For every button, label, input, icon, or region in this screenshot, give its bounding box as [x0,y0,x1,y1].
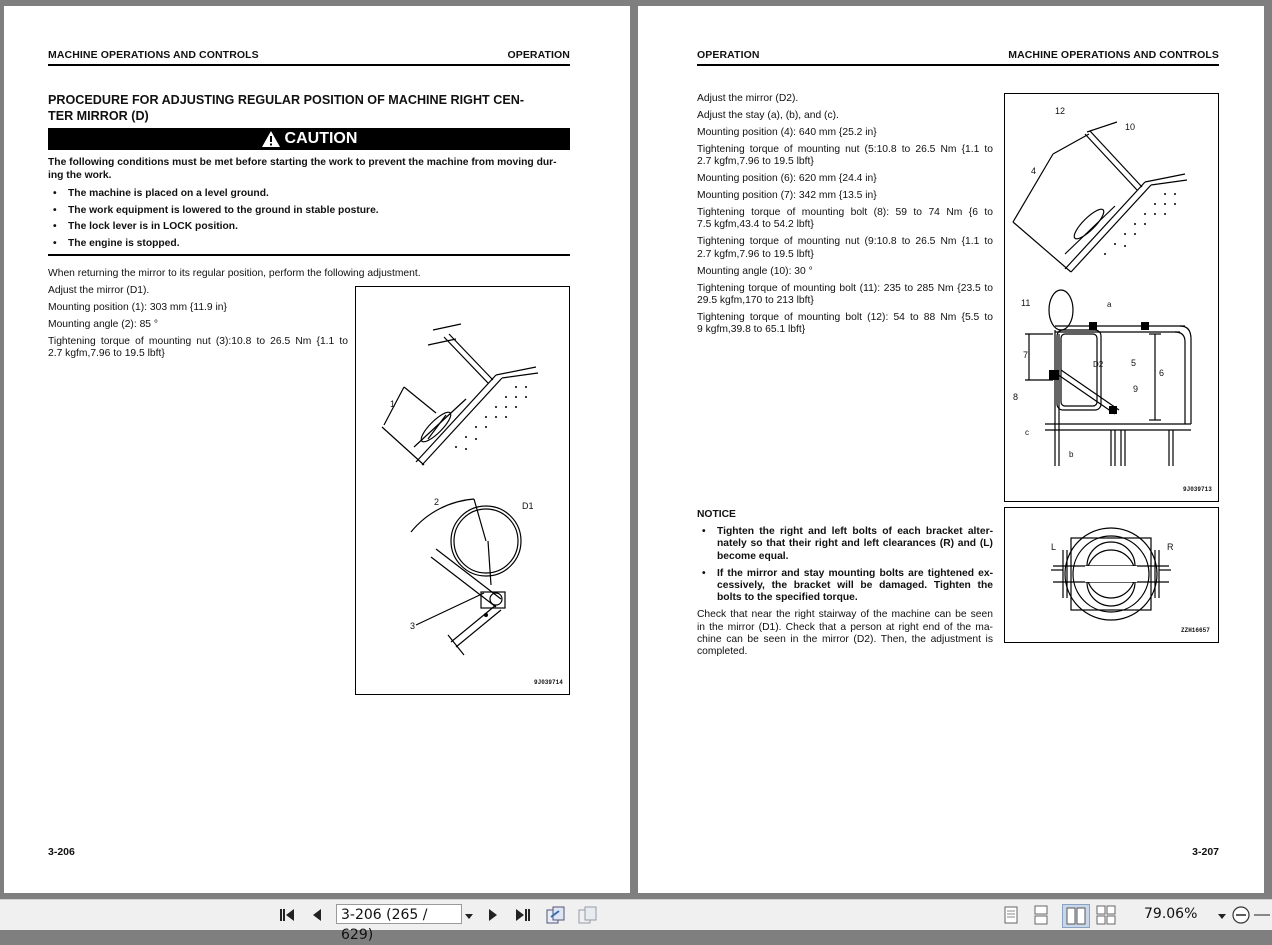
figure-label: c [1025,428,1029,437]
bracket-clearance-figure [1004,507,1219,643]
caution-intro: The following conditions must be met before starting the work to prevent the machine from moving dur- [48,157,557,168]
right-page [638,6,1264,893]
clearance-label-left: L [1051,542,1057,552]
text-line: Tightening torque of mounting nut (5:10.8 to 26.5 Nm {1.1 to [697,144,993,155]
figure-code: 9J039714 [534,679,563,686]
text-line: Mounting position (7): 342 mm {13.5 in} [697,190,877,202]
list-item: • The work equipment is lowered to the ground in stable posture. [48,203,578,220]
list-item: • The lock lever is in LOCK position. [48,219,578,236]
header-right: MACHINE OPERATIONS AND CONTROLS [1008,49,1219,61]
caution-banner [48,128,570,150]
list-item [697,526,993,563]
closing-paragraph [697,609,993,658]
figure-label: 5 [1131,358,1137,368]
text-line: Mounting position (6): 620 mm {24.4 in} [697,173,877,185]
left-page [4,6,630,893]
text-line: in the mirror (D1). Check that a person at right end of the ma- [697,621,993,633]
mirror-d2-drawing [1005,94,1218,501]
header-left: MACHINE OPERATIONS AND CONTROLS [48,49,259,61]
page-number: 3-207 [1192,846,1219,858]
figure-code: 9J039713 [1183,486,1212,493]
mirror-d2-figure [1004,93,1219,502]
section-title [48,93,578,124]
page-number-input[interactable]: 3-206 (265 / 629) [336,904,462,924]
text-line: 7.5 kgfm,43.4 to 54.2 lbft} [697,219,814,231]
list-item [697,568,993,605]
zoom-slider-track[interactable] [1254,904,1270,926]
text-line: 29.5 kgfm,170 to 213 lbft} [697,294,814,306]
last-page-icon[interactable] [512,904,534,926]
text-line: chine can be seen in the mirror (D2). Then, the adjustment is [697,633,993,645]
figure-label: 12 [1055,106,1066,116]
figure-label: 1 [390,399,396,409]
mounting-position-1: Mounting position (1): 303 mm {11.9 in} [48,302,227,313]
text-paragraph [697,144,993,168]
intro-paragraph: When returning the mirror to its regular position, perform the following adjustment. [48,268,421,279]
figure-label: b [1069,450,1074,459]
figure-label: 10 [1125,122,1136,132]
text-line: Check that near the right stairway of the machine can be seen [697,609,993,621]
caution-list [48,186,578,252]
header-rule [697,64,1219,66]
caution-intro: ing the work. [48,170,112,181]
page-number: 3-206 [48,846,75,858]
continuous-page-icon[interactable] [1030,904,1052,926]
warning-icon [261,130,281,148]
mirror-d1-figure [355,286,570,695]
text-paragraph [697,207,993,231]
text-line: Tightening torque of mounting nut (9:10.8 to 26.5 Nm {1.1 to [697,236,993,248]
text-line: Adjust the mirror (D2). [697,93,799,104]
figure-label: 7 [1023,350,1029,360]
caution-label: CAUTION [284,130,358,147]
zoom-dropdown-icon[interactable] [1216,905,1228,927]
go-back-view-icon[interactable] [544,904,568,926]
single-page-icon[interactable] [1000,904,1022,926]
text-line: • Tighten the right and left bolts of each bracket alter- [717,526,993,538]
text-line: nately so that their right and left clearances (R) and (L) [717,538,993,550]
continuous-facing-icon[interactable] [1094,904,1118,926]
facing-pages-icon[interactable] [1062,904,1090,928]
section-title-line: TER MIRROR (D) [48,108,149,123]
header-left: OPERATION [697,49,760,61]
clearance-label-right: R [1167,542,1174,552]
text-line: 2.7 kgfm,7.96 to 19.5 lbft} [697,156,814,168]
text-line: Tightening torque of mounting bolt (12): 54 to 88 Nm {5.5 to [697,311,993,323]
figure-label: 9 [1133,384,1139,394]
figure-label: 8 [1013,392,1019,402]
text-line: completed. [697,646,748,658]
caution-end-rule [48,254,570,256]
text-line: Mounting angle (10): 30 ° [697,265,813,277]
adjustment-list [697,93,993,341]
figure-label: 2 [434,497,440,507]
text-line: Mounting position (4): 640 mm {25.2 in} [697,127,877,138]
text-line: 2.7 kgfm,7.96 to 19.5 lbft} [48,348,165,360]
figure-code: ZZH16657 [1181,627,1210,634]
adjust-mirror-d1: Adjust the mirror (D1). [48,285,150,296]
text-line: • If the mirror and stay mounting bolts are tightened ex- [717,567,993,579]
figure-label: 6 [1159,368,1165,378]
figure-label: D1 [522,501,534,511]
text-line: Adjust the stay (a), (b), and (c). [697,110,839,121]
figure-label: 4 [1031,166,1037,176]
bracket-clearance-drawing [1005,508,1218,642]
text-paragraph [697,283,993,307]
text-line: bolts to the specified torque. [717,592,858,604]
header-right: OPERATION [507,49,570,61]
caution-block [48,156,578,252]
text-line: Tightening torque of mounting nut (3):10.8 to 26.5 Nm {1.1 to [48,336,348,347]
list-item: • The engine is stopped. [48,236,578,253]
notice-block [697,509,993,658]
go-forward-view-icon[interactable] [576,904,600,926]
zoom-out-icon[interactable] [1230,904,1252,926]
notice-label: NOTICE [697,509,736,520]
figure-label: D2 [1093,360,1104,369]
zoom-level[interactable]: 79.06% [1144,906,1198,922]
text-line: 2.7 kgfm,7.96 to 19.5 lbft} [697,248,814,260]
text-line: cessively, the bracket will be damaged. Tighten the [717,580,993,592]
text-paragraph [697,236,993,260]
text-line: Tightening torque of mounting bolt (11): 235 to 285 Nm {23.5 to [697,282,993,294]
figure-label: a [1107,300,1112,309]
text-line: become equal. [717,550,789,562]
header-rule [48,64,570,66]
page-dropdown-icon[interactable] [463,905,475,927]
mounting-angle-2: Mounting angle (2): 85 ° [48,319,159,330]
text-line: 9 kgfm,39.8 to 65.1 lbft} [697,324,806,336]
list-item: • The machine is placed on a level ground. [48,186,578,203]
section-title-line: PROCEDURE FOR ADJUSTING REGULAR POSITION OF MACHINE RIGHT CEN- [48,93,525,107]
text-line: Tightening torque of mounting bolt (8): 59 to 74 Nm {6 to [697,207,993,219]
first-page-icon[interactable] [276,904,298,926]
torque-nut-3 [48,336,348,360]
mirror-d1-drawing [356,287,569,694]
viewer-toolbar [0,899,1272,943]
previous-page-icon[interactable] [306,904,326,926]
notice-list [697,526,993,604]
figure-label: 3 [410,621,416,631]
text-paragraph [697,312,993,336]
figure-label: 11 [1021,298,1031,308]
next-page-icon[interactable] [484,904,502,926]
